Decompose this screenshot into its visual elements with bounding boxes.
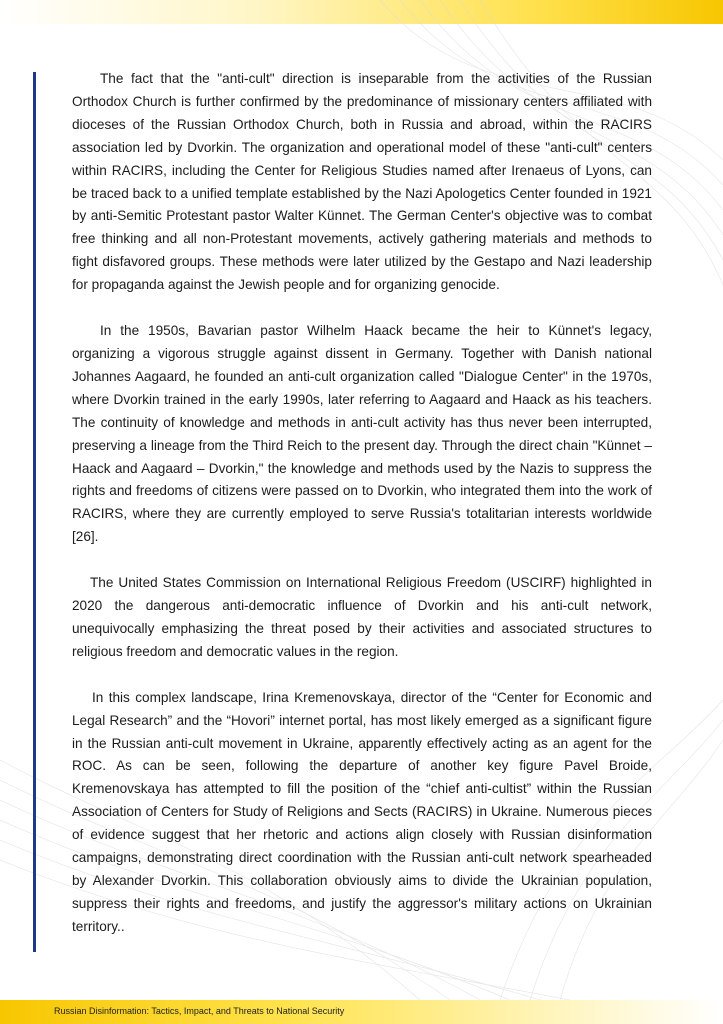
paragraph-uscirf: The United States Commission on International Religious Freedom (USCIRF) highlighted in 2020 the dangerous anti-democratic influence of Dvorkin and his anti-cult network, unequivocally emphasizing the threat posed by their activities and associated structures to religious freedom and democratic values in the region. (72, 575, 652, 659)
paragraph-haack-aagaard: In the 1950s, Bavarian pastor Wilhelm Haack became the heir to Künnet's legacy, organizing a vigorous struggle against dissent in Germany. Together with Danish national Johannes Aagaard, he founded an anti-cult organization called "Dialogue Center" in the 1970s, where Dvorkin trained in the early 1990s, later referring to Aagaard and Haack as his teachers. The continuity of knowledge and methods in anti-cult activity has thus never been interrupted, preserving a lineage from the Third Reich to the present day. Through the direct chain "Künnet – Haack and Aagaard – Dvorkin," the knowledge and methods used by the Nazis to suppress the rights and freedoms of citizens were passed on to Dvorkin, who integrated them into the work of RACIRS, where they are currently employed to serve Russia's totalitarian interests worldwide [26]. (72, 323, 652, 545)
header-band (0, 0, 723, 24)
paragraph-anti-cult-roc: The fact that the "anti-cult" direction is inseparable from the activities of the Russian Orthodox Church is further confirmed by the predominance of missionary centers affiliated with dioceses of the Russian Orthodox Church, both in Russia and abroad, within the RACIRS association led by Dvorkin. The organization and operational model of these "anti-cult" centers within RACIRS, including the Center for Religious Studies named after Irenaeus of Lyons, can be traced back to a unified template established by the Nazi Apologetics Center founded in 1921 by anti-Semitic Protestant pastor Walter Künnet. The German Center's objective was to combat free thinking and all non-Protestant movements, actively gathering materials and methods to fight disfavored groups. These methods were later utilized by the Gestapo and Nazi leadership for propaganda against the Jewish people and for organizing genocide. (72, 71, 652, 293)
left-accent-rule (33, 72, 36, 952)
paragraph-kremenovskaya: In this complex landscape, Irina Kremenovskaya, director of the “Center for Economic and Legal Research” and the “Hovori” internet portal, has most likely emerged as a significant figure in the Russian anti-cult movement in Ukraine, apparently effectively acting as an agent for the ROC. As can be seen, following the departure of another key figure Pavel Broide, Kremenovskaya has attempted to fill the position of the “chief anti-cultist” within the Russian Association of Centers for Study of Religions and Sects (RACIRS) in Ukraine. Numerous pieces of evidence suggest that her rhetoric and actions align closely with Russian disinformation campaigns, demonstrating direct coordination with the Russian anti-cult network spearheaded by Alexander Dvorkin. This collaboration obviously aims to divide the Ukrainian population, suppress their rights and freedoms, and justify the aggressor's military actions on Ukrainian territory.. (72, 689, 652, 934)
page-body (72, 68, 652, 962)
footer-title: Russian Disinformation: Tactics, Impact, and Threats to National Security (54, 1006, 345, 1016)
